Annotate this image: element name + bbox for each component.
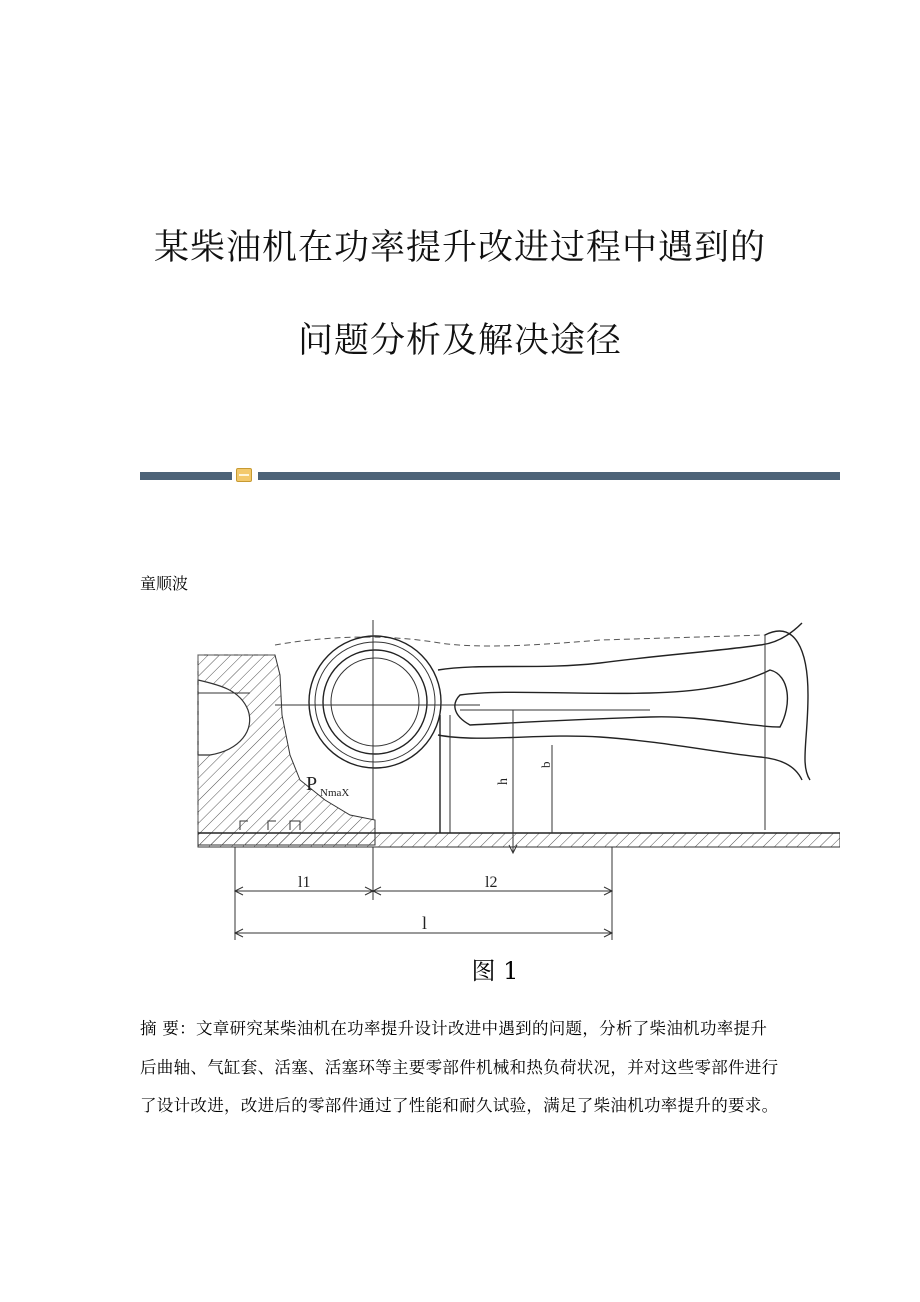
pin-boss-outer xyxy=(309,636,441,768)
abstract-label: 摘 要： xyxy=(140,1019,196,1038)
document-title-line-1: 某柴油机在功率提升改进过程中遇到的 xyxy=(153,228,766,268)
figure-1-drawing xyxy=(180,615,840,945)
figure-label-h: h xyxy=(496,778,511,785)
figure-label-l: l xyxy=(422,913,428,933)
figure-label-l2: l2 xyxy=(485,874,498,891)
pin-inner xyxy=(331,658,419,746)
contour-dashed-top xyxy=(198,635,765,655)
connecting-rod-lower xyxy=(438,735,802,780)
connecting-rod-upper xyxy=(438,623,802,670)
divider-envelope-icon xyxy=(236,468,252,482)
figure-caption: 图 1 xyxy=(471,957,519,985)
figure-label-p-subscript: NmaX xyxy=(320,787,350,799)
pin-outer xyxy=(323,650,427,754)
title-divider-left xyxy=(140,472,232,480)
author-name: 童顺波 xyxy=(140,574,189,593)
title-divider-right xyxy=(258,472,840,480)
rod-slot xyxy=(455,670,788,727)
figure-label-p: P xyxy=(306,773,318,795)
abstract-paragraph xyxy=(140,1010,780,1126)
shaft-hatched-strip xyxy=(198,833,840,847)
document-title-line-2: 问题分析及解决途径 xyxy=(297,321,622,361)
figure-label-b: b xyxy=(538,761,553,768)
abstract-text: 文章研究某柴油机在功率提升设计改进中遇到的问题，分析了柴油机功率提升后曲轴、气缸套、活塞、活塞环等主要零部件机械和热负荷状况，并对这些零部件进行了设计改进，改进后的零部件通过了性能和耐久试验，满足了柴油机功率提升的要求。 xyxy=(140,1019,779,1115)
figure-label-l1: l1 xyxy=(298,874,311,891)
pin-boss-ring xyxy=(315,642,435,762)
